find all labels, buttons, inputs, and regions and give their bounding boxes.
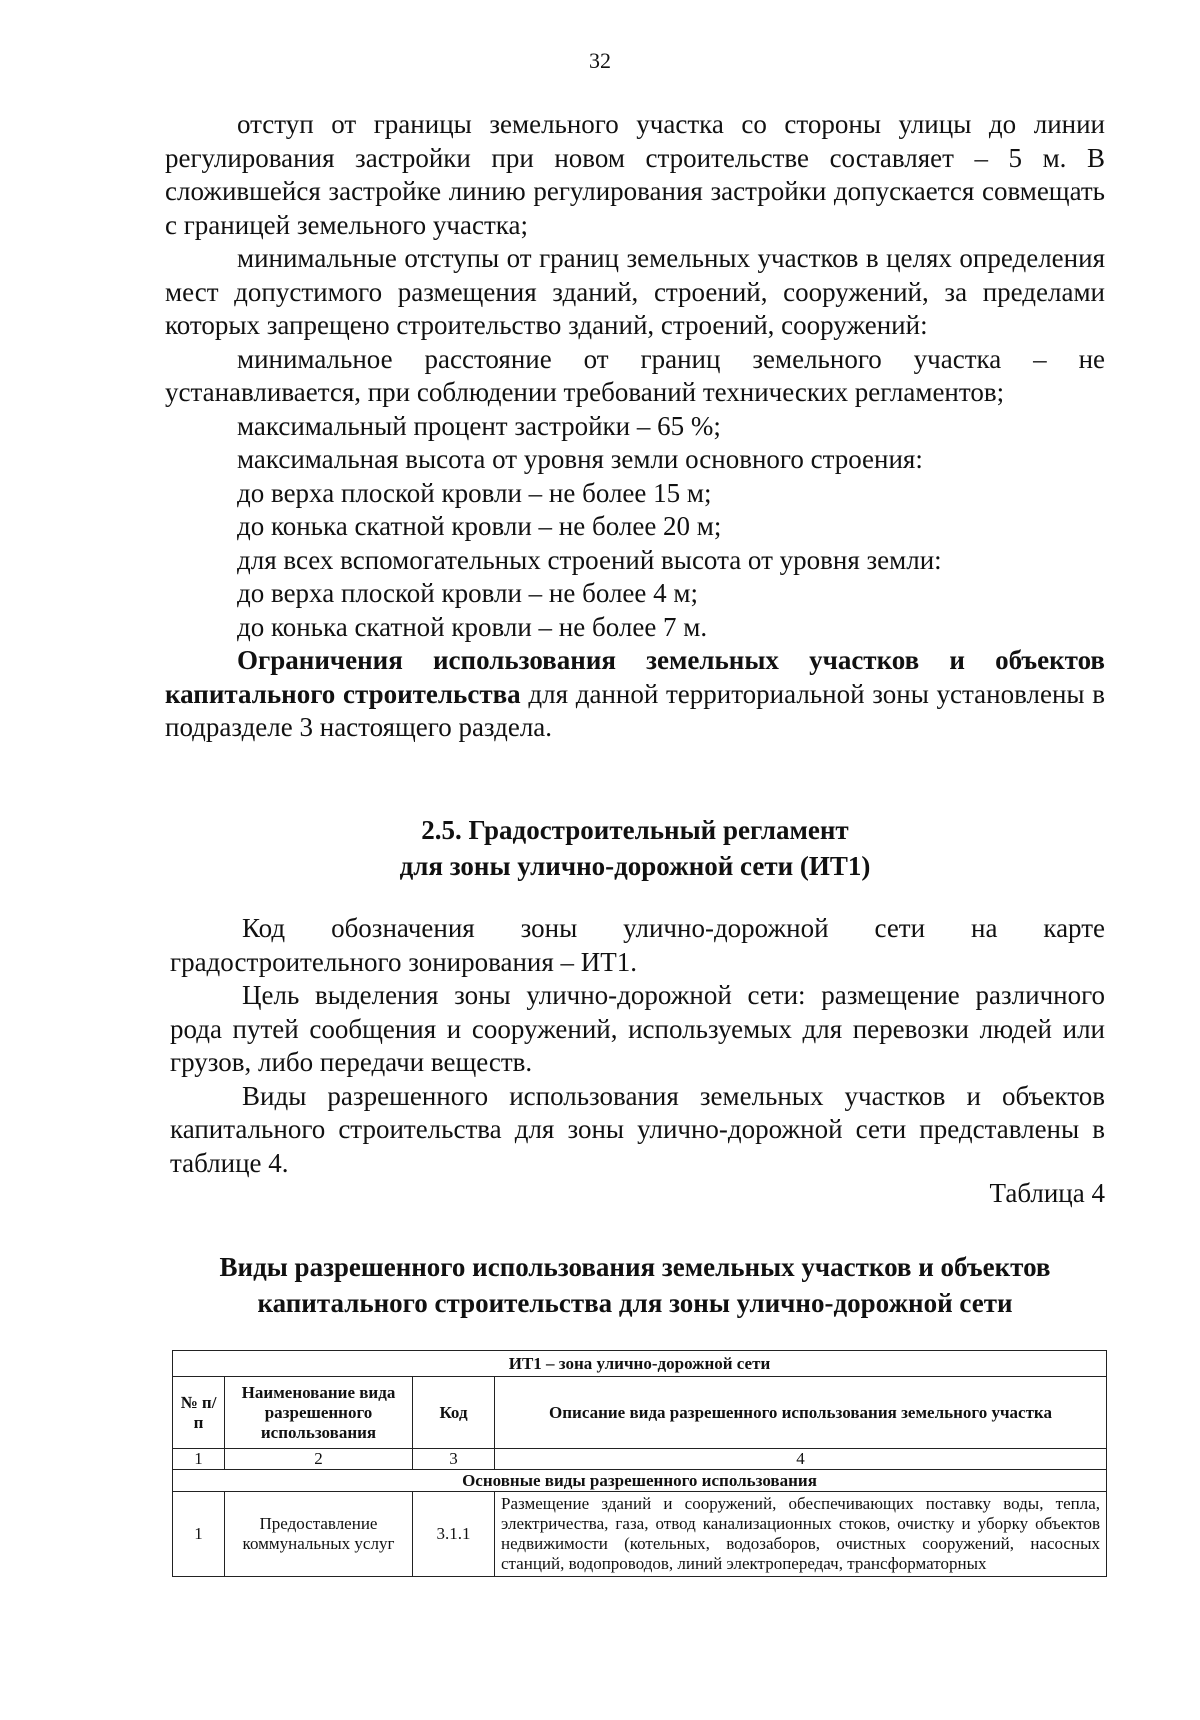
- col-header-number: № п/п: [173, 1377, 225, 1449]
- table-group-row: [173, 1470, 1107, 1492]
- page-number: 32: [589, 48, 611, 73]
- table-number-row: [173, 1449, 1107, 1470]
- col-number: 4: [495, 1449, 1107, 1470]
- paragraph: минимальное расстояние от границ земельного участка – не устанавливается, при соблюдении требований технических регламентов;: [165, 343, 1105, 407]
- paragraph: до верха плоской кровли – не более 15 м;: [237, 477, 712, 508]
- paragraph: до конька скатной кровли – не более 20 м;: [237, 511, 722, 541]
- row-name: Предоставление коммунальных услуг: [225, 1492, 413, 1577]
- zone-header: ИТ1 – зона улично-дорожной сети: [173, 1351, 1107, 1377]
- table-caption: Таблица 4: [989, 1178, 1105, 1208]
- regulation-text: [165, 108, 1105, 745]
- section-title-line: для зоны улично-дорожной сети (ИТ1): [399, 851, 871, 881]
- row-number: 1: [173, 1492, 225, 1577]
- table-title-line: Виды разрешенного использования земельных участков и объектов: [219, 1252, 1051, 1282]
- restriction-rest: для данной территориальной зоны установлены в подразделе 3 настоящего раздела.: [165, 678, 1105, 742]
- section-paragraph: Код обозначения зоны улично-дорожной сети на карте градостроительного зонирования – ИТ1.: [170, 913, 1105, 977]
- paragraph: максимальная высота от уровня земли основного строения:: [237, 444, 923, 474]
- group-header: Основные виды разрешенного использования: [173, 1470, 1107, 1492]
- col-number: 3: [413, 1449, 495, 1470]
- section-title-line: 2.5. Градостроительный регламент: [421, 815, 849, 845]
- table-title: [165, 1249, 1105, 1321]
- paragraph: для всех вспомогательных строений высота от уровня земли:: [237, 544, 942, 575]
- regulation-table: [172, 1350, 1107, 1577]
- table-zone-row: [173, 1351, 1107, 1377]
- row-code: 3.1.1: [413, 1492, 495, 1577]
- section-title: [165, 812, 1105, 884]
- col-number: 1: [173, 1449, 225, 1470]
- restriction-bold: Ограничения использования земельных участков и объектов капитального строительства: [165, 645, 1105, 709]
- paragraph: максимальный процент застройки – 65 %;: [237, 410, 721, 441]
- paragraph: минимальные отступы от границ земельных участков в целях определения мест допустимого размещения зданий, строений, сооружений, за пределами которых запрещено строительство зданий, строений, сооружений:: [165, 243, 1105, 340]
- col-header-code: Код: [413, 1377, 495, 1449]
- col-header-description: Описание вида разрешенного использования земельного участка: [495, 1377, 1107, 1449]
- paragraph: отступ от границы земельного участка со стороны улицы до линии регулирования застройки при новом строительстве составляет – 5 м. В сложившейся застройке линию регулирования застройки допускается совмещать с границей земельного участка;: [165, 109, 1105, 240]
- section-paragraph: Цель выделения зоны улично-дорожной сети: размещение различного рода путей сообщения и сооружений, используемых для перевозки людей или грузов, либо передачи веществ.: [170, 980, 1105, 1077]
- paragraph: до конька скатной кровли – не более 7 м.: [237, 611, 708, 642]
- restriction-paragraph: [165, 644, 1105, 745]
- section-body: [170, 912, 1105, 1180]
- col-number: 2: [225, 1449, 413, 1470]
- table-header-row: [173, 1377, 1107, 1449]
- section-paragraph: Виды разрешенного использования земельных участков и объектов капитального строительства для зоны улично-дорожной сети представлены в таблице 4.: [170, 1080, 1105, 1178]
- col-header-name: Наименование вида разрешенного использования: [225, 1377, 413, 1449]
- table-title-line: капитального строительства для зоны улично-дорожной сети: [257, 1288, 1013, 1318]
- paragraph: до верха плоской кровли – не более 4 м;: [237, 578, 698, 608]
- row-description: Размещение зданий и сооружений, обеспечивающих поставку воды, тепла, электричества, газа, отвод канализационных стоков, очистку и уборку объектов недвижимости (котельных, водозаборов, очистных сооружений, насосных станций, водопроводов, линий электропередач, трансформаторных: [495, 1492, 1107, 1577]
- table-row: [173, 1492, 1107, 1577]
